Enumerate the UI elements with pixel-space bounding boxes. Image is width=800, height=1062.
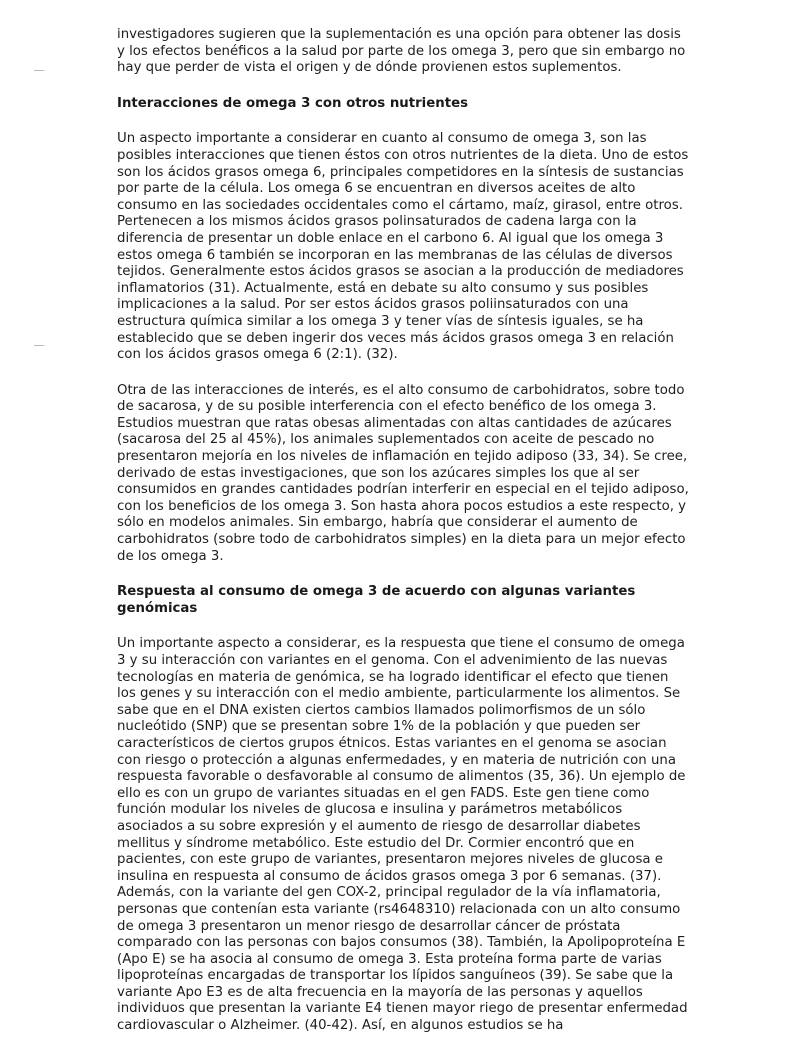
section-heading-interactions: Interacciones de omega 3 con otros nutrientes	[117, 95, 468, 111]
scan-mark	[34, 345, 44, 346]
document-page	[117, 27, 689, 1035]
section1-paragraph-2: Otra de las interacciones de interés, es el alto consumo de carbohidratos, sobre todo de sacarosa, y de su posible interferencia con el efecto benéfico de los omega 3. Estudios muestran que ratas obesas alimentadas con altas cantidades de azúcares (sacarosa del 25 al 45%), los animales suplementados con aceite de pescado no presentaron mejoría en los niveles de inflamación en tejido adiposo (33, 34). Se cree, derivado de estas investigaciones, que son los azúcares simples los que al ser consumidos en grandes cantidades podrían interferir en especial en el tejido adiposo, con los beneficios de los omega 3. Son hasta ahora pocos estudios a este respecto, y sólo en modelos animales. Sin embargo, habría que considerar el aumento de carbohidratos (sobre todo de carbohidratos simples) en la dieta para un mejor efecto de los omega 3.	[117, 382, 689, 564]
section1-paragraph-1: Un aspecto importante a considerar en cuanto al consumo de omega 3, son las posibles interacciones que tienen éstos con otros nutrientes de la dieta. Uno de estos son los ácidos grasos omega 6, principales competidores en la síntesis de sustancias por parte de la célula. Los omega 6 se encuentran en diversos aceites de alto consumo en las sociedades occidentales como el cártamo, maíz, girasol, entre otros. Pertenecen a los mismos ácidos grasos polinsaturados de cadena larga con la diferencia de presentar un doble enlace en el carbono 6. Al igual que los omega 3 estos omega 6 también se incorporan en las membranas de las células de diversos tejidos. Generalmente estos ácidos grasos se asocian a la producción de mediadores inflamatorios (31). Actualmente, está en debate su alto consumo y sus posibles implicaciones a la salud. Por ser estos ácidos grasos poliinsaturados con una estructura química similar a los omega 3 y tener vías de síntesis iguales, se ha establecido que se deben ingerir dos veces más ácidos grasos omega 3 en relación con los ácidos grasos omega 6 (2:1). (32).	[117, 131, 689, 363]
intro-paragraph: investigadores sugieren que la suplementación es una opción para obtener las dosis y los efectos benéficos a la salud por parte de los omega 3, pero que sin embargo no hay que perder de vista el origen y de dónde provienen estos suplementos.	[117, 27, 686, 76]
scan-mark	[34, 70, 44, 71]
section-heading-genomic: Respuesta al consumo de omega 3 de acuerdo con algunas variantes genómicas	[117, 584, 636, 616]
section2-paragraph-1: Un importante aspecto a considerar, es la respuesta que tiene el consumo de omega 3 y su interacción con variantes en el genoma. Con el advenimiento de las nuevas tecnologías en materia de genómica, se ha logrado identificar el efecto que tienen los genes y su interacción con el medio ambiente, particularmente los alimentos. Se sabe que en el DNA existen ciertos cambios llamados polimorfismos de un sólo nucleótido (SNP) que se presentan sobre 1% de la población y que pueden ser característicos de ciertos grupos étnicos. Estas variantes en el genoma se asocian con riesgo o protección a algunas enfermedades, y en materia de nutrición con una respuesta favorable o desfavorable al consumo de alimentos (35, 36). Un ejemplo de ello es con un grupo de variantes situadas en el gen FADS. Este gen tiene como función modular los niveles de glucosa e insulina y parámetros metabólicos asociados a su sobre expresión y el aumento de riesgo de desarrollar diabetes mellitus y síndrome metabólico. Este estudio del Dr. Cormier encontró que en pacientes, con este grupo de variantes, presentaron mejores niveles de glucosa e insulina en respuesta al consumo de ácidos grasos omega 3 por 6 semanas. (37). Además, con la variante del gen COX-2, principal regulador de la vía inflamatoria, personas que contenían esta variante (rs4648310) relacionada con un alto consumo de omega 3 presentaron un menor riesgo de desarrollar cáncer de próstata comparado con las personas con bajos consumos (38). También, la Apolipoproteína E (Apo E) se ha asocia al consumo de omega 3. Esta proteína forma parte de varias lipoproteínas encargadas de transportar los lípidos sanguíneos (39). Se sabe que la variante Apo E3 es de alta frecuencia en la mayoría de las personas y aquellos individuos que presentan la variante E4 tienen mayor riego de presentar enfermedad cardiovascular o Alzheimer. (40-42). Así, en algunos estudios se ha	[117, 636, 688, 1034]
